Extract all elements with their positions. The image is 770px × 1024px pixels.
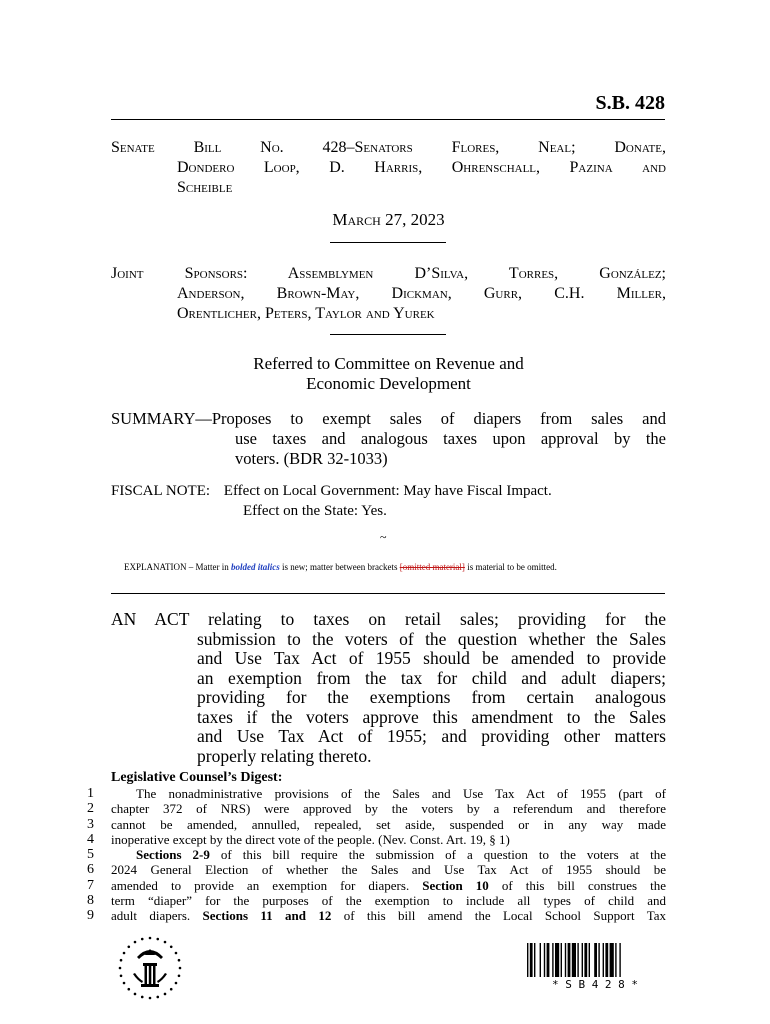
joint-sponsors-line-2: Anderson, Brown-May, Dickman, Gurr, C.H. Miller, [177,285,666,302]
explanation-suffix: is material to be omitted. [464,562,557,572]
digest-line-7-a: amended to provide an exemption for diapers. [111,877,423,893]
line-number: 7 [87,877,94,893]
section-rule [111,593,665,594]
digest-section-ref: Section 10 [422,877,489,893]
line-number: 3 [87,816,94,832]
act-line-1: AN ACT relating to taxes on retail sales; providing for the [111,609,666,629]
fiscal-note-label: FISCAL NOTE: [111,483,211,499]
digest-line-3: cannot be amended, annulled, repealed, set aside, suspended or in any way made [111,816,666,832]
digest-line-5-text: of this bill require the submission of a question to the voters at the [209,847,666,863]
summary-line-3: voters. (BDR 32-1033) [235,449,388,468]
act-line-5: providing for the exemptions from certain analogous [197,687,666,707]
separator-1 [330,242,446,243]
fiscal-note-state: Effect on the State: Yes. [243,503,387,519]
line-number: 1 [87,786,94,801]
line-number: 5 [87,847,94,863]
digest-line-2: chapter 372 of NRS) were approved by the voters by a referendum and therefore [111,801,666,817]
act-line-8: properly relating thereto. [197,745,372,766]
summary-block [111,409,666,469]
digest-line-4: inoperative except by the direct vote of the people. (Nev. Const. Art. 19, § 1) [111,831,510,847]
explanation-middle: is new; matter between brackets [279,562,400,572]
act-line-3: and Use Tax Act of 1955 should be amended to provide [197,648,666,668]
bill-number: S.B. 428 [595,92,665,114]
referral-line-2: Economic Development [306,374,471,393]
act-line-6: taxes if the voters approve this amendment to the Sales [197,706,666,727]
summary-line-1: SUMMARY—Proposes to exempt sales of diapers from sales and [111,409,666,428]
line-number: 6 [87,862,94,878]
separator-2 [330,334,446,335]
explanation-prefix: EXPLANATION – Matter in [124,562,231,572]
explanation-note [124,562,557,572]
line-numbers [80,786,94,924]
header-rule [111,119,665,120]
digest-line-9 [111,908,666,923]
tilde-mark: ~ [380,530,387,544]
explanation-bolded: bolded italics [231,562,280,572]
digest-line-9-a: adult diapers. [111,908,203,924]
act-line-7: and Use Tax Act of 1955; and providing other matters [197,726,666,746]
fiscal-note-local: Effect on Local Government: May have Fiscal Impact. [223,483,552,499]
fiscal-note-block [111,481,666,521]
digest-line-6: 2024 General Election of whether the Sales and Use Tax Act of 1955 should be [111,862,666,878]
digest-section-ref: Sections 2-9 [136,847,210,863]
line-number: 8 [87,893,94,909]
joint-sponsors-block [111,264,666,324]
barcode-text: * S B 4 2 8 * [551,978,639,991]
digest-line-9-b: of this bill amend the Local School Support Tax [331,908,666,924]
referral-line-1: Referred to Committee on Revenue and [253,354,524,373]
digest-section-ref: Sections 11 and 12 [202,908,332,924]
digest-line-7 [111,878,666,893]
joint-sponsors-line-3: Orentlicher, Peters, Taylor and Yurek [177,305,435,322]
barcode-icon [527,943,663,977]
bill-title-line-3: Scheible [177,179,233,196]
line-number: 9 [87,908,94,924]
digest-title: Legislative Counsel’s Digest: [111,770,283,785]
referral-block [111,354,666,394]
line-number: 2 [87,801,94,817]
digest-line-7-b: of this bill construes the [488,877,666,893]
digest-line-5 [111,847,666,862]
digest-line-1: The nonadministrative provisions of the Sales and Use Tax Act of 1955 (part of [136,786,666,801]
bill-title-line-2: Dondero Loop, D. Harris, Ohrenschall, Pazina and [177,159,666,176]
act-line-4: an exemption from the tax for child and adult diapers; [197,667,666,688]
bill-title-block [111,138,666,198]
summary-line-2: use taxes and analogous taxes upon approval by the [235,429,666,448]
act-line-2: submission to the voters of the question whether the Sales [197,628,666,649]
state-seal-icon [115,933,185,1003]
digest-body [111,786,666,924]
bill-title-line-1: Senate Bill No. 428–Senators Flores, Neal; Donate, [111,139,666,156]
line-number: 4 [87,831,94,847]
bill-date: March 27, 2023 [332,210,445,229]
act-title-block [111,610,666,766]
digest-line-8: term “diaper” for the purposes of the exemption to include all types of child and [111,893,666,909]
explanation-omitted: [omitted material] [399,562,465,572]
joint-sponsors-line-1: Joint Sponsors: Assemblymen D’Silva, Torres, González; [111,265,666,282]
